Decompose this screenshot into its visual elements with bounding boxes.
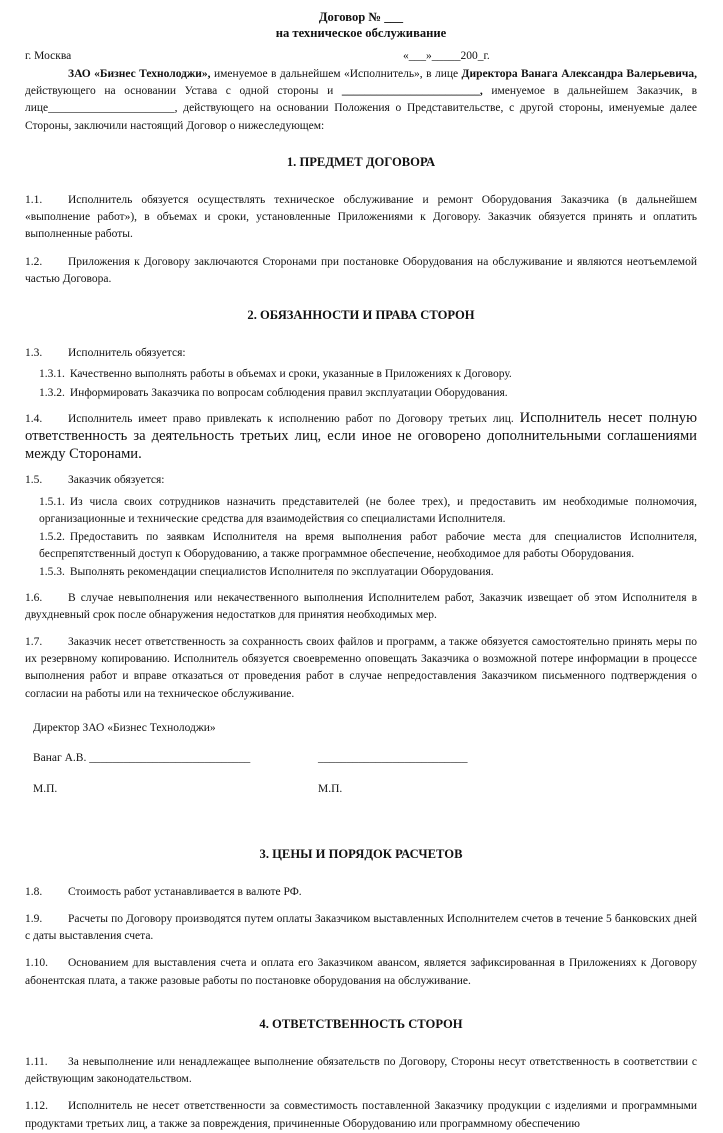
clause-number: 1.8.: [25, 885, 43, 898]
signature-blank-right: __________________________: [318, 752, 468, 765]
clause-number: 1.5.1.: [39, 495, 65, 508]
customer-name-blank: ________________________,: [341, 85, 483, 98]
signature-blank-left: ____________________________: [89, 752, 251, 765]
clause-number: 1.4.: [25, 412, 43, 425]
contract-title: Договор № ___: [318, 10, 404, 24]
seal-mark-left: М.П.: [33, 783, 58, 796]
intro-paragraph: ЗАО «Бизнес Технолоджи», именуемое в дальнейшем «Исполнитель», в лице Директора Ванага Александра Валерьевича, действующего на основании Устава с одной стороны и ________________________, именуемое в дальнейшем Заказчик, в лице______________________, действующего на основании Положения о Представительстве, с другой стороны, именуемые далее Стороны, заключили настоящий Договор о нижеследующем:: [25, 68, 698, 132]
clause-1-12: 1.12. Исполнитель не несет ответственности за совместимость поставленной Заказчику продукции с изделиями и программными продуктами третьих лиц, а также за повреждения, причиненные Оборудованию или программному обеспечению: [25, 1100, 697, 1130]
clause-1-5-2: 1.5.2. Предоставить по заявкам Исполнителя на время выполнения работ рабочие места для специалистов Исполнителя, беспрепятственный доступ к Оборудованию, а также программное обеспечение, необходимое для работы Оборудования.: [39, 531, 697, 561]
clause-number: 1.9.: [25, 912, 43, 925]
clause-number: 1.5.2.: [39, 531, 65, 544]
clause-1-5-3: 1.5.3. Выполнять рекомендации специалистов Исполнителя по эксплуатации Оборудования.: [39, 566, 494, 579]
section-4-heading: 4. ОТВЕТСТВЕННОСТЬ СТОРОН: [259, 1016, 463, 1031]
clause-1-10: 1.10. Основанием для выставления счета и оплата его Заказчиком авансом, является зафиксированная в Приложениях к Договору абонентская плата, а также разовые работы по постановке оборудования на обслуживание.: [25, 957, 697, 987]
clause-1-4-emphasized-text: Исполнитель несет полную ответственность за деятельность третьих лиц, если иное не оговорено дополнительными соглашениями между Сторонами.: [25, 409, 697, 463]
section-3-heading: 3. ЦЕНЫ И ПОРЯДОК РАСЧЕТОВ: [259, 846, 463, 861]
customer-signature-line: [318, 750, 697, 767]
clause-number: 1.10.: [25, 957, 48, 970]
seal-mark-right: М.П.: [318, 783, 343, 796]
clause-1-8: 1.8. Стоимость работ устанавливается в валюте РФ.: [25, 884, 697, 901]
clause-1-3-2: 1.3.2. Информировать Заказчика по вопросам соблюдения правил эксплуатации Оборудования.: [39, 386, 508, 399]
section-2-heading: 2. ОБЯЗАННОСТИ И ПРАВА СТОРОН: [247, 308, 475, 323]
clause-number: 1.2.: [25, 255, 43, 268]
clause-number: 1.6.: [25, 591, 43, 604]
section-1-heading: 1. ПРЕДМЕТ ДОГОВОРА: [286, 154, 436, 169]
date-blank: «___»_____200_г.: [403, 50, 490, 62]
clause-number: 1.3.1.: [39, 368, 65, 381]
clause-1-11: 1.11. За невыполнение или ненадлежащее выполнение обязательств по Договору, Стороны несут ответственность в соответствии с действующим законодательством.: [25, 1055, 697, 1086]
clause-number: 1.3.: [25, 347, 43, 360]
clause-1-2: 1.2. Приложения к Договору заключаются Сторонами при постановке Оборудования на обслуживание и являются неотъемлемой частью Договора.: [25, 255, 697, 285]
contract-subtitle: на техническое обслуживание: [275, 26, 447, 40]
signature-block: [25, 720, 697, 799]
section-gap: [25, 813, 697, 827]
signatory-name: Ванаг А.В.: [33, 752, 87, 765]
customer-representative-blank: ______________________: [48, 102, 175, 115]
place-date-row: [25, 48, 697, 65]
clause-number: 1.5.: [25, 474, 43, 487]
director-title-line: Директор ЗАО «Бизнес Технолоджи»: [33, 721, 216, 734]
clause-1-3: 1.3. Исполнитель обязуется:: [25, 345, 697, 362]
clause-1-5-1: 1.5.1. Из числа своих сотрудников назначить представителей (не более трех), и предоставить им необходимые полномочия, организационные и технические средства для взаимодействия со специалистами Исполнителя.: [39, 495, 697, 525]
clause-number: 1.1.: [25, 194, 43, 207]
executor-signature-line: [33, 750, 318, 767]
place-label: г. Москва: [25, 50, 72, 62]
clause-number: 1.12.: [25, 1100, 48, 1113]
clause-number: 1.3.2.: [39, 386, 65, 399]
clause-1-6: 1.6. В случае невыполнения или некачественного выполнения Исполнителем работ, Заказчик извещает об этом Исполнителя в двухдневный срок после обнаружения недостатков для принятия необходимых мер.: [25, 591, 697, 621]
clause-number: 1.5.3.: [39, 566, 65, 579]
clause-1-4: 1.4. Исполнитель имеет право привлекать к исполнению работ по Договору третьих лиц. Исполнитель несет полную ответственность за деятельность третьих лиц, если иное не оговорено дополнительными соглашениями между Сторонами.: [25, 409, 697, 463]
director-name: Директора Ванага Александра Валерьевича,: [461, 68, 698, 80]
clause-1-3-1: 1.3.1. Качественно выполнять работы в объемах и сроки, указанные в Приложениях к Договору.: [39, 368, 512, 381]
clause-number: 1.7.: [25, 636, 43, 649]
clause-1-9: 1.9. Расчеты по Договору производятся путем оплаты Заказчиком выставленных Исполнителем счетов в течение 5 банковских дней с даты выставления счета.: [25, 912, 697, 943]
executor-company-name: ЗАО «Бизнес Технолоджи»,: [68, 68, 211, 80]
clause-1-1: 1.1. Исполнитель обязуется осуществлять техническое обслуживание и ремонт Оборудования Заказчика (в дальнейшем «выполнение работ»), в объемах и сроки, установленные Приложениями к Договору. Заказчик обязуется принять и оплатить выполненные работы.: [25, 194, 697, 241]
clause-1-5: 1.5. Заказчик обязуется:: [25, 472, 697, 489]
clause-1-7: 1.7. Заказчик несет ответственность за сохранность своих файлов и программ, а также обязуется самостоятельно принять меры по их резервному копированию. Исполнитель обязуется своевременно оповещать Заказчика о возможной потере информации в процессе выполнения работ и вправе отказаться от проведения работ в случае непредоставления Заказчиком письменного подтверждения о согласии на работы или на техническое обслуживание.: [25, 636, 697, 700]
clause-number: 1.11.: [25, 1055, 48, 1068]
